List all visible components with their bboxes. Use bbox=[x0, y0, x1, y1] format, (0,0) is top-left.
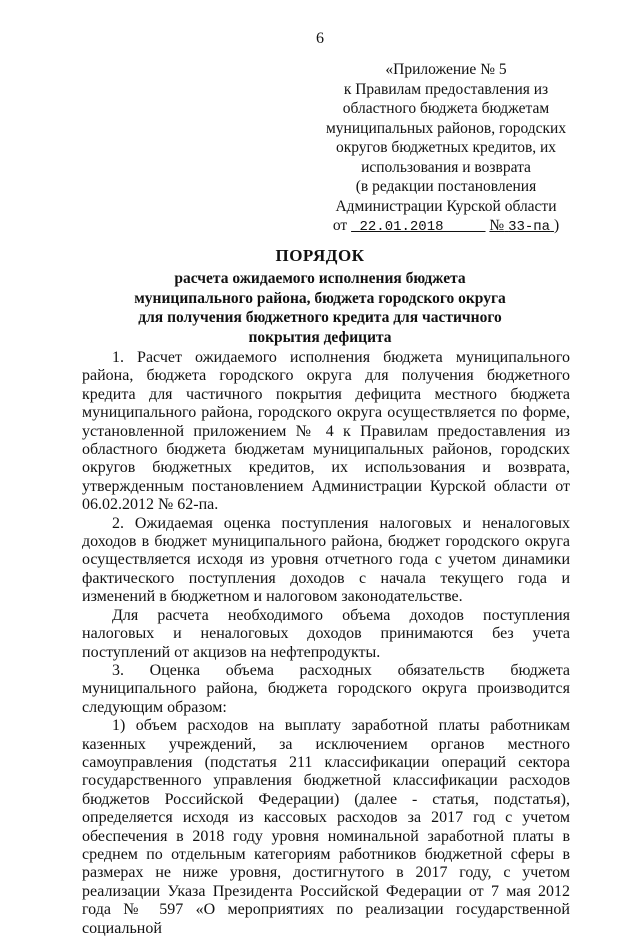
title-line: покрытия дефицита bbox=[248, 328, 392, 346]
appendix-header bbox=[326, 60, 566, 238]
date-prefix: от bbox=[332, 217, 348, 234]
appendix-line: к Правилам предоставления из bbox=[343, 80, 549, 98]
appendix-line: «Приложение № 5 bbox=[385, 61, 507, 78]
page-number: 6 bbox=[316, 30, 324, 47]
paragraph-5: 1) объем расходов на выплату заработной платы работникам казенных учреждений, за исключением органов местного самоуправления (подстатья 211 классификации операций сектора государственного управления бюджетной классификации расходов бюджетов Российской Федерации) (далее - статья, подстатья), определяется исходя из кассовых расходов за 2017 год с учетом обеспечения в 2018 году уровня номинальной заработной платы в среднем по отдельным категориям работников бюджетной сферы в размерах не ниже уровня, достигнутого в 2017 году, с учетом реализации Указа Президента Российской Федерации от 7 мая 2012 года № 597 «О мероприятиях по реализации государственной социальной bbox=[82, 717, 570, 937]
paragraph-2: 2. Ожидаемая оценка поступления налоговых и неналоговых доходов в бюджет муниципального района, бюджет городского округа осуществляется исходя из уровня отчетного года с учетом динамики фактического поступления доходов с начала текущего года и изменений в бюджетном и налоговом законодательстве. bbox=[82, 514, 570, 606]
appendix-line: (в редакции постановления bbox=[355, 178, 537, 195]
closing-paren: ) bbox=[553, 217, 560, 234]
document-title bbox=[120, 245, 520, 347]
paragraph-1: 1. Расчет ожидаемого исполнения бюджета муниципального района, бюджета городского округа для получения бюджетного кредита для частичного покрытия дефицита местного бюджета муниципального района, городского округа осуществляется по форме, установленной приложением № 4 к Правилам предоставления из областного бюджета бюджетам муниципальных районов, городских округов бюджетных кредитов, их использования и возврата, утвержденным постановлением Администрации Курской области от 06.02.2012 № 62-па. bbox=[82, 349, 570, 514]
appendix-line: использования и возврата bbox=[361, 158, 531, 176]
title-main: ПОРЯДОК bbox=[275, 246, 365, 265]
title-line: муниципального района, бюджета городского округа bbox=[134, 289, 506, 307]
appendix-line: областного бюджета бюджетам bbox=[342, 100, 550, 117]
title-line: расчета ожидаемого исполнения бюджета bbox=[174, 270, 466, 287]
paragraph-4: 3. Оценка объема расходных обязательств бюджета муниципального района, бюджета городского округа производится следующим образом: bbox=[82, 661, 570, 716]
document-body bbox=[82, 349, 570, 938]
number-prefix: № bbox=[489, 217, 505, 234]
appendix-date-line bbox=[326, 216, 566, 238]
appendix-line: Администрации Курской области bbox=[335, 197, 557, 215]
title-subtitle bbox=[120, 269, 520, 347]
resolution-number: № 33-па bbox=[489, 217, 551, 235]
resolution-date: 22.01.2018 bbox=[359, 219, 444, 235]
paragraph-3: Для расчета необходимого объема доходов поступления налоговых и неналоговых доходов принимаются без учета поступлений от акцизов на нефтепродукты. bbox=[82, 606, 570, 661]
appendix-line: округов бюджетных кредитов, их bbox=[335, 139, 557, 156]
appendix-line: муниципальных районов, городских bbox=[326, 119, 567, 137]
title-line: для получения бюджетного кредита для частичного bbox=[138, 309, 502, 326]
